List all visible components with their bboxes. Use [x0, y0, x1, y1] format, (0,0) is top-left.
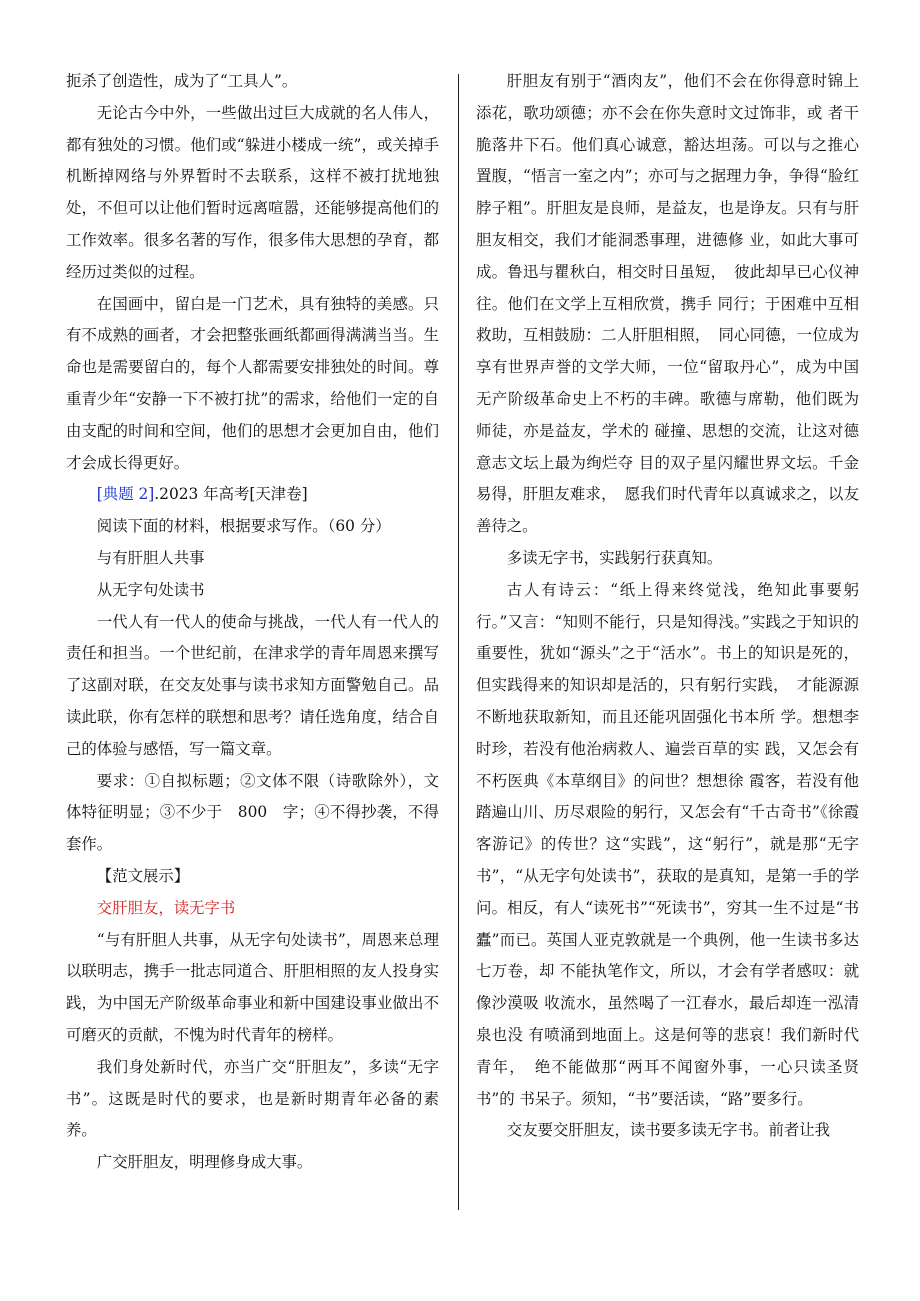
- paragraph: 在国画中，留白是一门艺术，具有独特的美感。只有不成熟的画者，才会把整张画纸都画得满满当当。生命也是需要留白的，每个人都需要安排独处的时间。尊重青少年“安静一下不被打扰”的需求，给他们一定的自由支配的时间和空间，他们的思想才会更加自由，他们才会成长得更好。: [66, 294, 439, 472]
- instruction: 阅读下面的材料，根据要求写作。（60 分）: [96, 517, 391, 536]
- right-column: [476, 66, 859, 1147]
- requirements: 要求：①自拟标题；②文体不限（诗歌除外），文体特征明显；③不少于 800 字；④不得抄袭，不得套作。: [66, 771, 439, 854]
- section-heading: 广交肝胆友，明理修身成大事。: [96, 1153, 313, 1172]
- column-divider: [458, 74, 459, 1210]
- paragraph: 扼杀了创造性，成为了“工具人”。: [66, 72, 298, 90]
- example-label: [典题 2]: [96, 485, 155, 504]
- paragraph: 无论古今中外，一些做出过巨大成就的名人伟人，都有独处的习惯。他们或“躲进小楼成一统”，或关掉手机断掉网络与外界暂时不去联系，这样不被打扰地独处，不但可以让他们暂时远离喧嚣，还能够提高他们的工作效率。很多名著的写作，很多伟大思想的孕育，都经历过类似的过程。: [66, 103, 439, 281]
- paragraph: “与有肝胆人共事，从无字句处读书”，周恩来总理以联明志，携手一批志同道合、肝胆相照的友人投身实践，为中国无产阶级革命事业和新中国建设事业做出不可磨灭的贡献，不愧为时代青年的榜样。: [66, 930, 439, 1044]
- left-column: [66, 66, 439, 1179]
- sample-heading: 【范文展示】: [96, 866, 190, 885]
- example-source: .2023 年高考[天津卷]: [154, 485, 308, 504]
- material: 一代人有一代人的使命与挑战，一代人有一代人的责任和担当。一个世纪前，在津求学的青年周恩来撰写了这副对联，在交友处事与读书求知方面警勉自己。品读此联，你有怎样的联想和思考？请任选角度，结合自己的体验与感悟，写一篇文章。: [66, 612, 439, 758]
- example-heading: [66, 479, 439, 511]
- essay-title: 交肝胆友，读无字书: [96, 898, 236, 917]
- couplet-line-2: 从无字句处读书: [96, 580, 205, 599]
- paragraph: 古人有诗云：“纸上得来终觉浅，绝知此事要躬行。”又言：“知则不能行，只是知得浅。”实践之于知识的重要性，犹如“源头”之于“活水”。书上的知识是死的，但实践得来的知识却是活的，只有躬行实践， 才能源源不断地获取新知，而且还能巩固强化书本所 学。想想李时珍，若没有他治病救人、遍尝百草的实 践，又怎会有不朽医典《本草纲目》的问世？想想徐 霞客，若没有他踏遍山川、历尽艰险的躬行，又怎会有“千古奇书”《徐霞客游记》的传世？这“实践”，这“躬行”，就是那“无字书”，“从无字句处读书”，获取的是真知，是第一手的学问。相反，有人“读死书”“死读书”，穷其一生不过是“书蠹”而已。英国人亚克敦就是一个典例，他一生读书多达七万卷，却 不能执笔作文，所以，才会有学者感叹：就像沙漠吸 收流水，虽然喝了一江春水，最后却连一泓清泉也没 有喷涌到地面上。这是何等的悲哀！我们新时代青年， 绝不能做那“两耳不闻窗外事，一心只读圣贤书”的 书呆子。须知，“书”要活读，“路”要多行。: [476, 580, 859, 1108]
- couplet-line-1: 与有肝胆人共事: [96, 548, 205, 567]
- paragraph: 我们身处新时代，亦当广交“肝胆友”，多读“无字书”。这既是时代的要求，也是新时期青年必备的素 养。: [66, 1057, 439, 1140]
- section-heading: 多读无字书，实践躬行获真知。: [506, 548, 723, 567]
- paragraph: 肝胆友有别于“酒肉友”，他们不会在你得意时锦上添花，歌功颂德；亦不会在你失意时文过饰非，或 者干脆落井下石。他们真心诚意，豁达坦荡。可以与之推心置腹，“悟言一室之内”；亦可与之据理力争，争得“脸红脖子粗”。肝胆友是良师，是益友，也是诤友。只有与肝胆友相交，我们才能洞悉事理，进德修 业，如此大事可成。鲁迅与瞿秋白，相交时日虽短， 彼此却早已心仪神往。他们在文学上互相欣赏，携手 同行；于困难中互相救助，互相鼓励：二人肝胆相照， 同心同德，一位成为享有世界声誉的文学大师，一位“留取丹心”，成为中国无产阶级革命史上不朽的丰碑。歌德与席勒，他们既为师徒，亦是益友，学术的 碰撞、思想的交流，让这对德意志文坛上最为绚烂夺 目的双子星闪耀世界文坛。千金易得，肝胆友难求， 愿我们时代青年以真诚求之，以友善待之。: [476, 72, 859, 536]
- paragraph: 交友要交肝胆友，读书要多读无字书。前者让我: [506, 1121, 831, 1140]
